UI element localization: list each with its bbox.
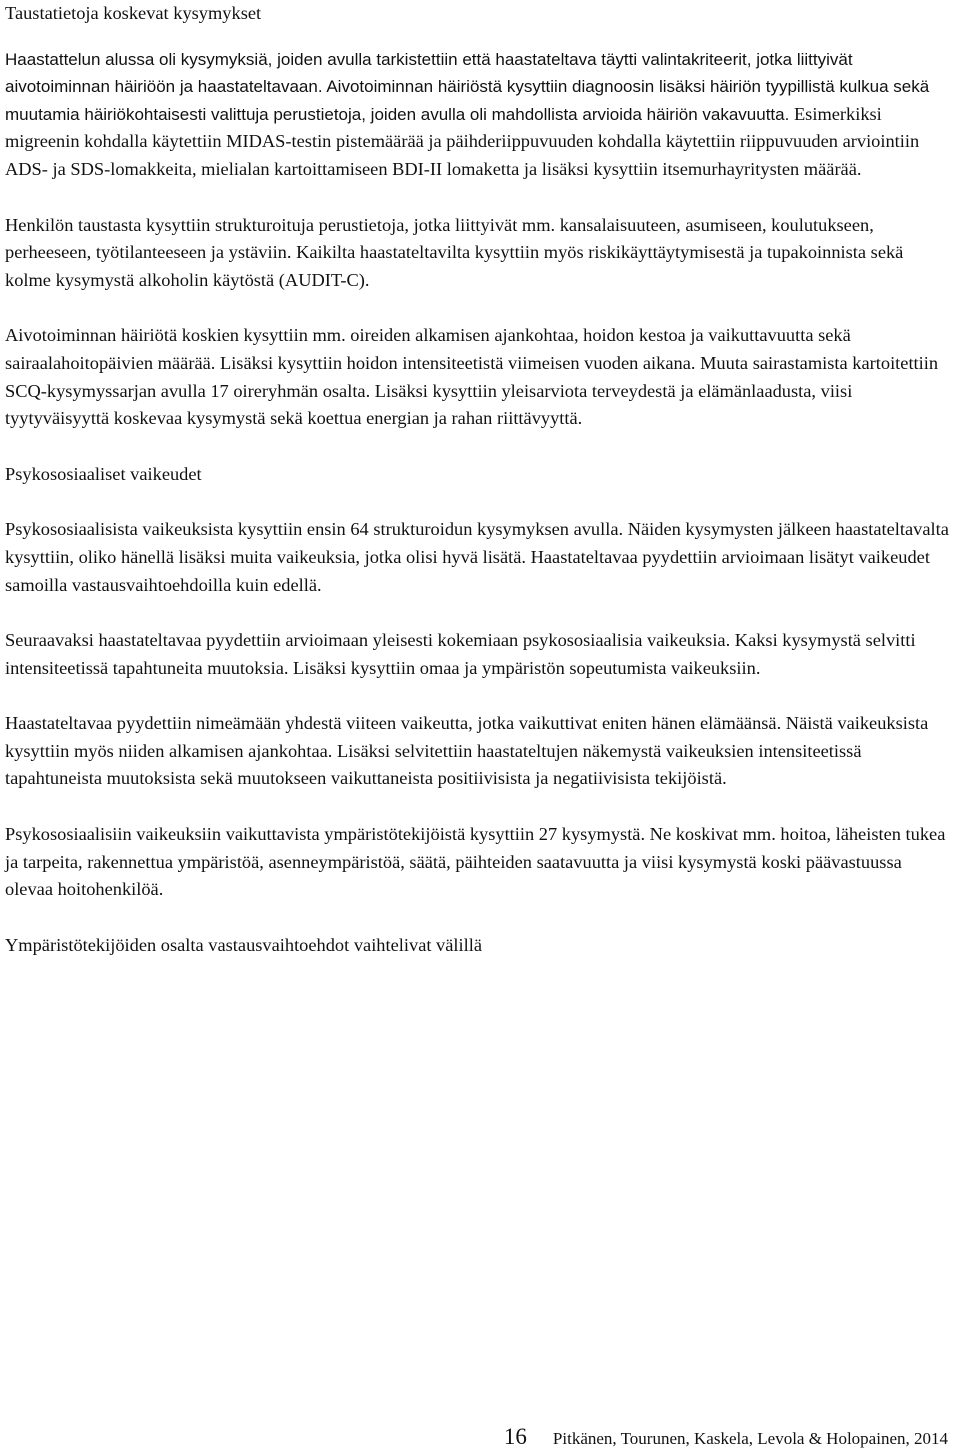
spacer: [5, 294, 950, 322]
spacer: [5, 28, 950, 46]
spacer: [5, 904, 950, 932]
paragraph-rest-text: Esimerkiksi migreenin kohdalla käytettiin MIDAS-testin pistemäärää ja päihderiippuvuuden kohdalla käytettiin riippuvuuden arviointiin ADS- ja SDS-lomakkeita, mielialan kartoittamiseen BDI-II lomaketta ja lisäksi kysyttiin itsemurhayritysten määrää.: [5, 103, 920, 179]
paragraph-background-disorder: Aivotoiminnan häiriötä koskien kysyttiin mm. oireiden alkamisen ajankohtaa, hoidon kestoa ja vaikuttavuutta sekä sairaalahoitopäivien määrää. Lisäksi kysyttiin hoidon intensiteetistä viimeisen vuoden aikana. Muuta sairastamista kartoitettiin SCQ-kysymyssarjan avulla 17 oireryhmän osalta. Lisäksi kysyttiin yleisarviota terveydestä ja elämänlaadusta, viisi tyytyväisyyttä koskevaa kysymystä sekä koettua energian ja rahan riittävyyttä.: [5, 325, 939, 429]
spacer: [5, 433, 950, 461]
paragraph-psychosocial-4: Psykososiaalisiin vaikeuksiin vaikuttavista ympäristötekijöistä kysyttiin 27 kysymystä. Ne koskivat mm. hoitoa, läheisten tukea ja tarpeita, rakennettua ympäristöä, asenneympäristöä, säätä, päihteiden saatavuutta ja viisi kysymystä koski päävastuussa olevaa hoitohenkilöä.: [5, 824, 946, 900]
paragraph-background-intro: [5, 46, 950, 184]
page-footer: [504, 1424, 948, 1454]
spacer: [5, 184, 950, 212]
paragraph-psychosocial-3: Haastateltavaa pyydettiin nimeämään yhdestä viiteen vaikeutta, jotka vaikuttivat eniten hänen elämäänsä. Näistä vaikeuksista kysyttiin myös niiden alkamisen ajankohtaa. Lisäksi selvitettiin haastateltujen näkemystä vaikeuksien intensiteetissä tapahtuneista muutoksista sekä muutokseen vaikuttaneista positiivisista ja negatiivisista tekijöistä.: [5, 713, 929, 789]
spacer: [5, 488, 950, 516]
spacer: [5, 682, 950, 710]
section-heading-background: Taustatietoja koskevat kysymykset: [5, 3, 262, 23]
paragraph-psychosocial-5: Ympäristötekijöiden osalta vastausvaihtoehdot vaihtelivat välillä: [5, 934, 483, 955]
page-number: 16: [503, 1424, 527, 1449]
paragraph-psychosocial-2: Seuraavaksi haastateltavaa pyydettiin arvioimaan yleisesti kokemiaan psykososiaalisia vaikeuksia. Kaksi kysymystä selvitti intensiteetissä tapahtuneita muutoksia. Lisäksi kysyttiin omaa ja ympäristön sopeutumista vaikeuksiin.: [5, 630, 916, 678]
paragraph-lead-text: Haastattelun alussa oli kysymyksiä, joiden avulla tarkistettiin että haastateltava täytti valintakriteerit, jotka liittyivät aivotoiminnan häiriöön ja haastateltavaan. Aivotoiminnan häiriöstä kysyttiin diagnoosin lisäksi häiriön tyypillistä kulkua sekä muutamia häiriökohtaisesti valittuja perustietoja, joiden avulla oli mahdollista arvioida häiriön vakavuutta.: [5, 49, 930, 124]
section-heading-psychosocial: Psykososiaaliset vaikeudet: [5, 463, 202, 484]
paragraph-background-person: Henkilön taustasta kysyttiin strukturoituja perustietoja, jotka liittyivät mm. kansalaisuuteen, asumiseen, koulutukseen, perheeseen, työtilanteeseen ja ystäviin. Kaikilta haastateltavilta kysyttiin myös riskikäyttäytymisestä ja tupakoinnista sekä kolme kysymystä alkoholin käytöstä (AUDIT-C).: [5, 214, 904, 290]
spacer: [5, 793, 950, 821]
footer-authors: Pitkänen, Tourunen, Kaskela, Levola & Holopainen, 2014: [552, 1429, 948, 1448]
paragraph-psychosocial-1: Psykososiaalisista vaikeuksista kysyttiin ensin 64 strukturoidun kysymyksen avulla. Näiden kysymysten jälkeen haastateltavalta kysyttiin, oliko hänellä lisäksi muita vaikeuksia, jotka olisi hyvä lisätä. Haastateltavaa pyydettiin arvioimaan lisätyt vaikeudet samoilla vastausvaihtoehdoilla kuin edellä.: [5, 519, 949, 595]
spacer: [5, 599, 950, 627]
document-body: [5, 0, 950, 959]
